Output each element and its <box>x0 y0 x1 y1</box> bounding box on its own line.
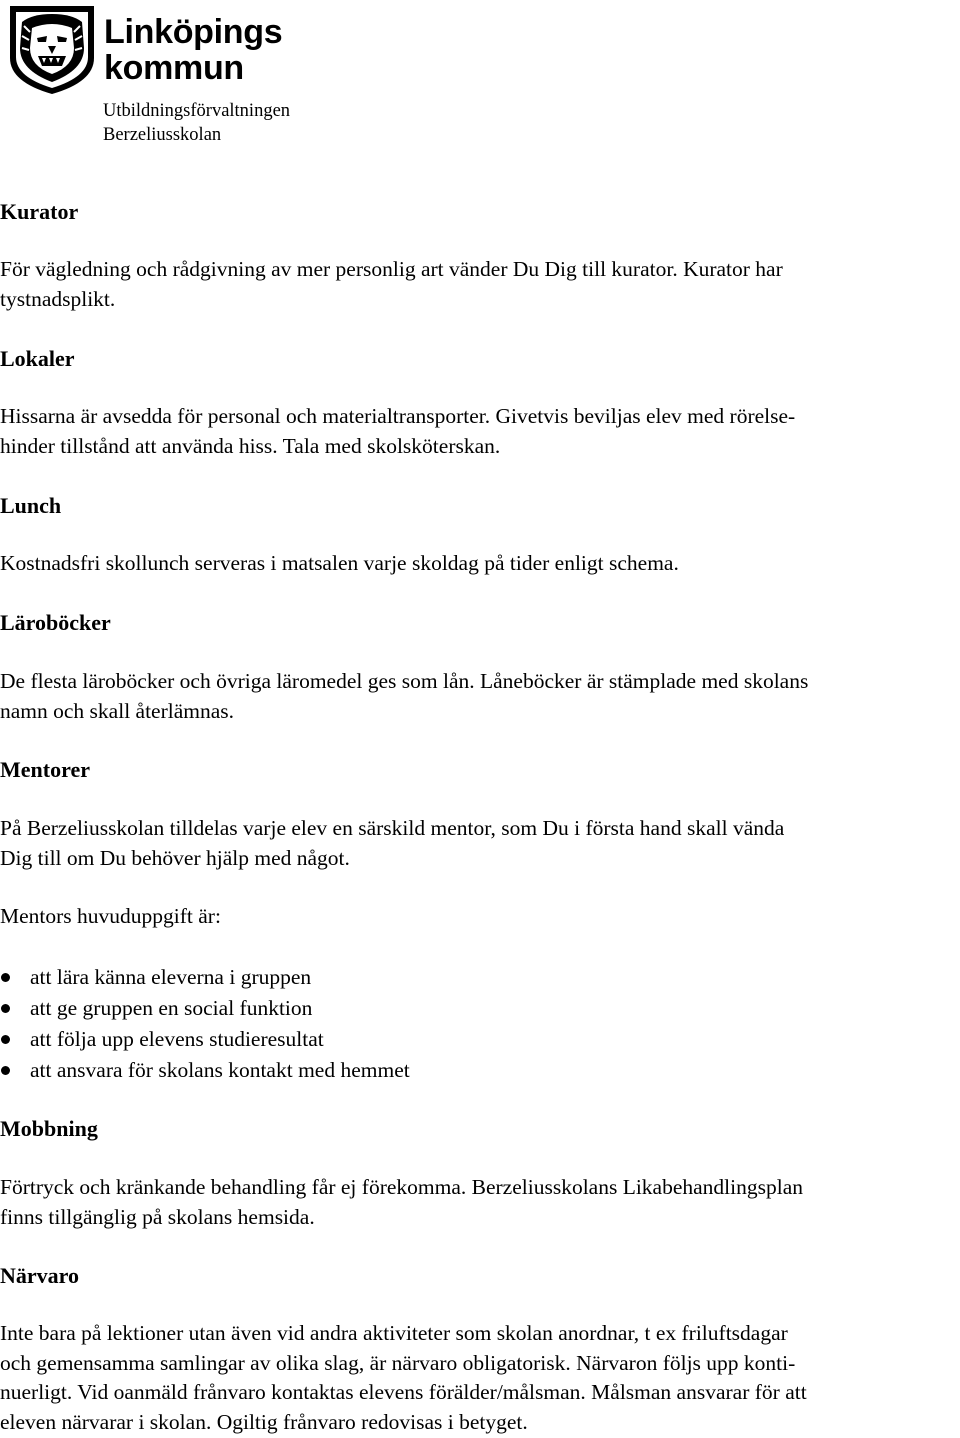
bullet-icon <box>1 973 10 982</box>
municipality-wordmark <box>104 14 282 86</box>
wordmark-line1: Linköpings <box>104 13 283 51</box>
text-line: På Berzeliusskolan tilldelas varje elev en särskild mentor, som Du i första hand skall vända <box>0 816 785 840</box>
paragraph-kurator <box>0 255 960 314</box>
heading-mobbning: Mobbning <box>0 1116 98 1141</box>
text-line: De flesta läroböcker och övriga läromedel ges som lån. Låneböcker är stämplade med skolans <box>0 669 809 693</box>
list-item-text: att ansvara för skolans kontakt med hemmet <box>30 1058 410 1082</box>
paragraph-larobocker <box>0 667 960 726</box>
paragraph-lokaler <box>0 402 960 461</box>
text-line: Förtryck och kränkande behandling får ej förekomma. Berzeliusskolans Likabehandlingsplan <box>0 1175 804 1199</box>
list-item <box>0 1055 410 1086</box>
list-item-text: att följa upp elevens studieresultat <box>30 1027 324 1051</box>
heading-kurator: Kurator <box>0 199 79 224</box>
paragraph-mentor-tasks-intro <box>0 902 960 932</box>
text-line: och gemensamma samlingar av olika slag, är närvaro obligatorisk. Närvaron följs upp konti- <box>0 1350 796 1375</box>
paragraph-lunch <box>0 549 960 579</box>
list-item <box>0 1024 410 1055</box>
text-line: Hissarna är avsedda för personal och materialtransporter. Givetvis beviljas elev med rörelse- <box>0 404 796 428</box>
text-line: nuerligt. Vid oanmäld frånvaro kontaktas elevens förälder/målsman. Målsman ansvarar för att <box>0 1380 807 1404</box>
text-line: tystnadsplikt. <box>0 286 116 311</box>
department-block <box>103 99 290 147</box>
text-line: För vägledning och rådgivning av mer personlig art vänder Du Dig till kurator. Kurator har <box>0 257 783 281</box>
heading-larobocker: Läroböcker <box>0 610 111 635</box>
lion-crest-logo <box>2 2 112 98</box>
heading-narvaro: Närvaro <box>0 1263 80 1288</box>
text-line: Dig till om Du behöver hjälp med något. <box>0 845 350 870</box>
list-item-text: att lära känna eleverna i gruppen <box>30 965 312 989</box>
heading-lunch: Lunch <box>0 493 62 518</box>
heading-mentorer: Mentorer <box>0 757 90 782</box>
text-line: Inte bara på lektioner utan även vid andra aktiviteter som skolan anordnar, t ex friluftsdagar <box>0 1321 788 1345</box>
wordmark-line2: kommun <box>104 49 244 87</box>
paragraph-mentorer <box>0 814 960 873</box>
text-line: eleven närvarar i skolan. Ogiltig frånvaro redovisas i betyget. <box>0 1409 528 1434</box>
heading-lokaler: Lokaler <box>0 346 75 371</box>
bullet-icon <box>1 1004 10 1013</box>
paragraph-narvaro <box>0 1319 960 1437</box>
text-line: Mentors huvuduppgift är: <box>0 904 221 928</box>
text-line: hinder tillstånd att använda hiss. Tala med skolsköterskan. <box>0 433 501 458</box>
list-item-text: att ge gruppen en social funktion <box>30 996 313 1020</box>
lion-crest-icon <box>2 2 102 96</box>
list-item <box>0 993 410 1024</box>
text-line: finns tillgänglig på skolans hemsida. <box>0 1204 315 1229</box>
department-name: Utbildningsförvaltningen <box>103 101 291 121</box>
list-item <box>0 962 410 993</box>
paragraph-mobbning <box>0 1173 960 1232</box>
text-line: Kostnadsfri skollunch serveras i matsalen varje skoldag på tider enligt schema. <box>0 551 679 575</box>
school-name: Berzeliusskolan <box>103 125 222 145</box>
mentor-tasks-list <box>0 962 410 1086</box>
bullet-icon <box>1 1066 10 1075</box>
text-line: namn och skall återlämnas. <box>0 698 235 723</box>
bullet-icon <box>1 1035 10 1044</box>
